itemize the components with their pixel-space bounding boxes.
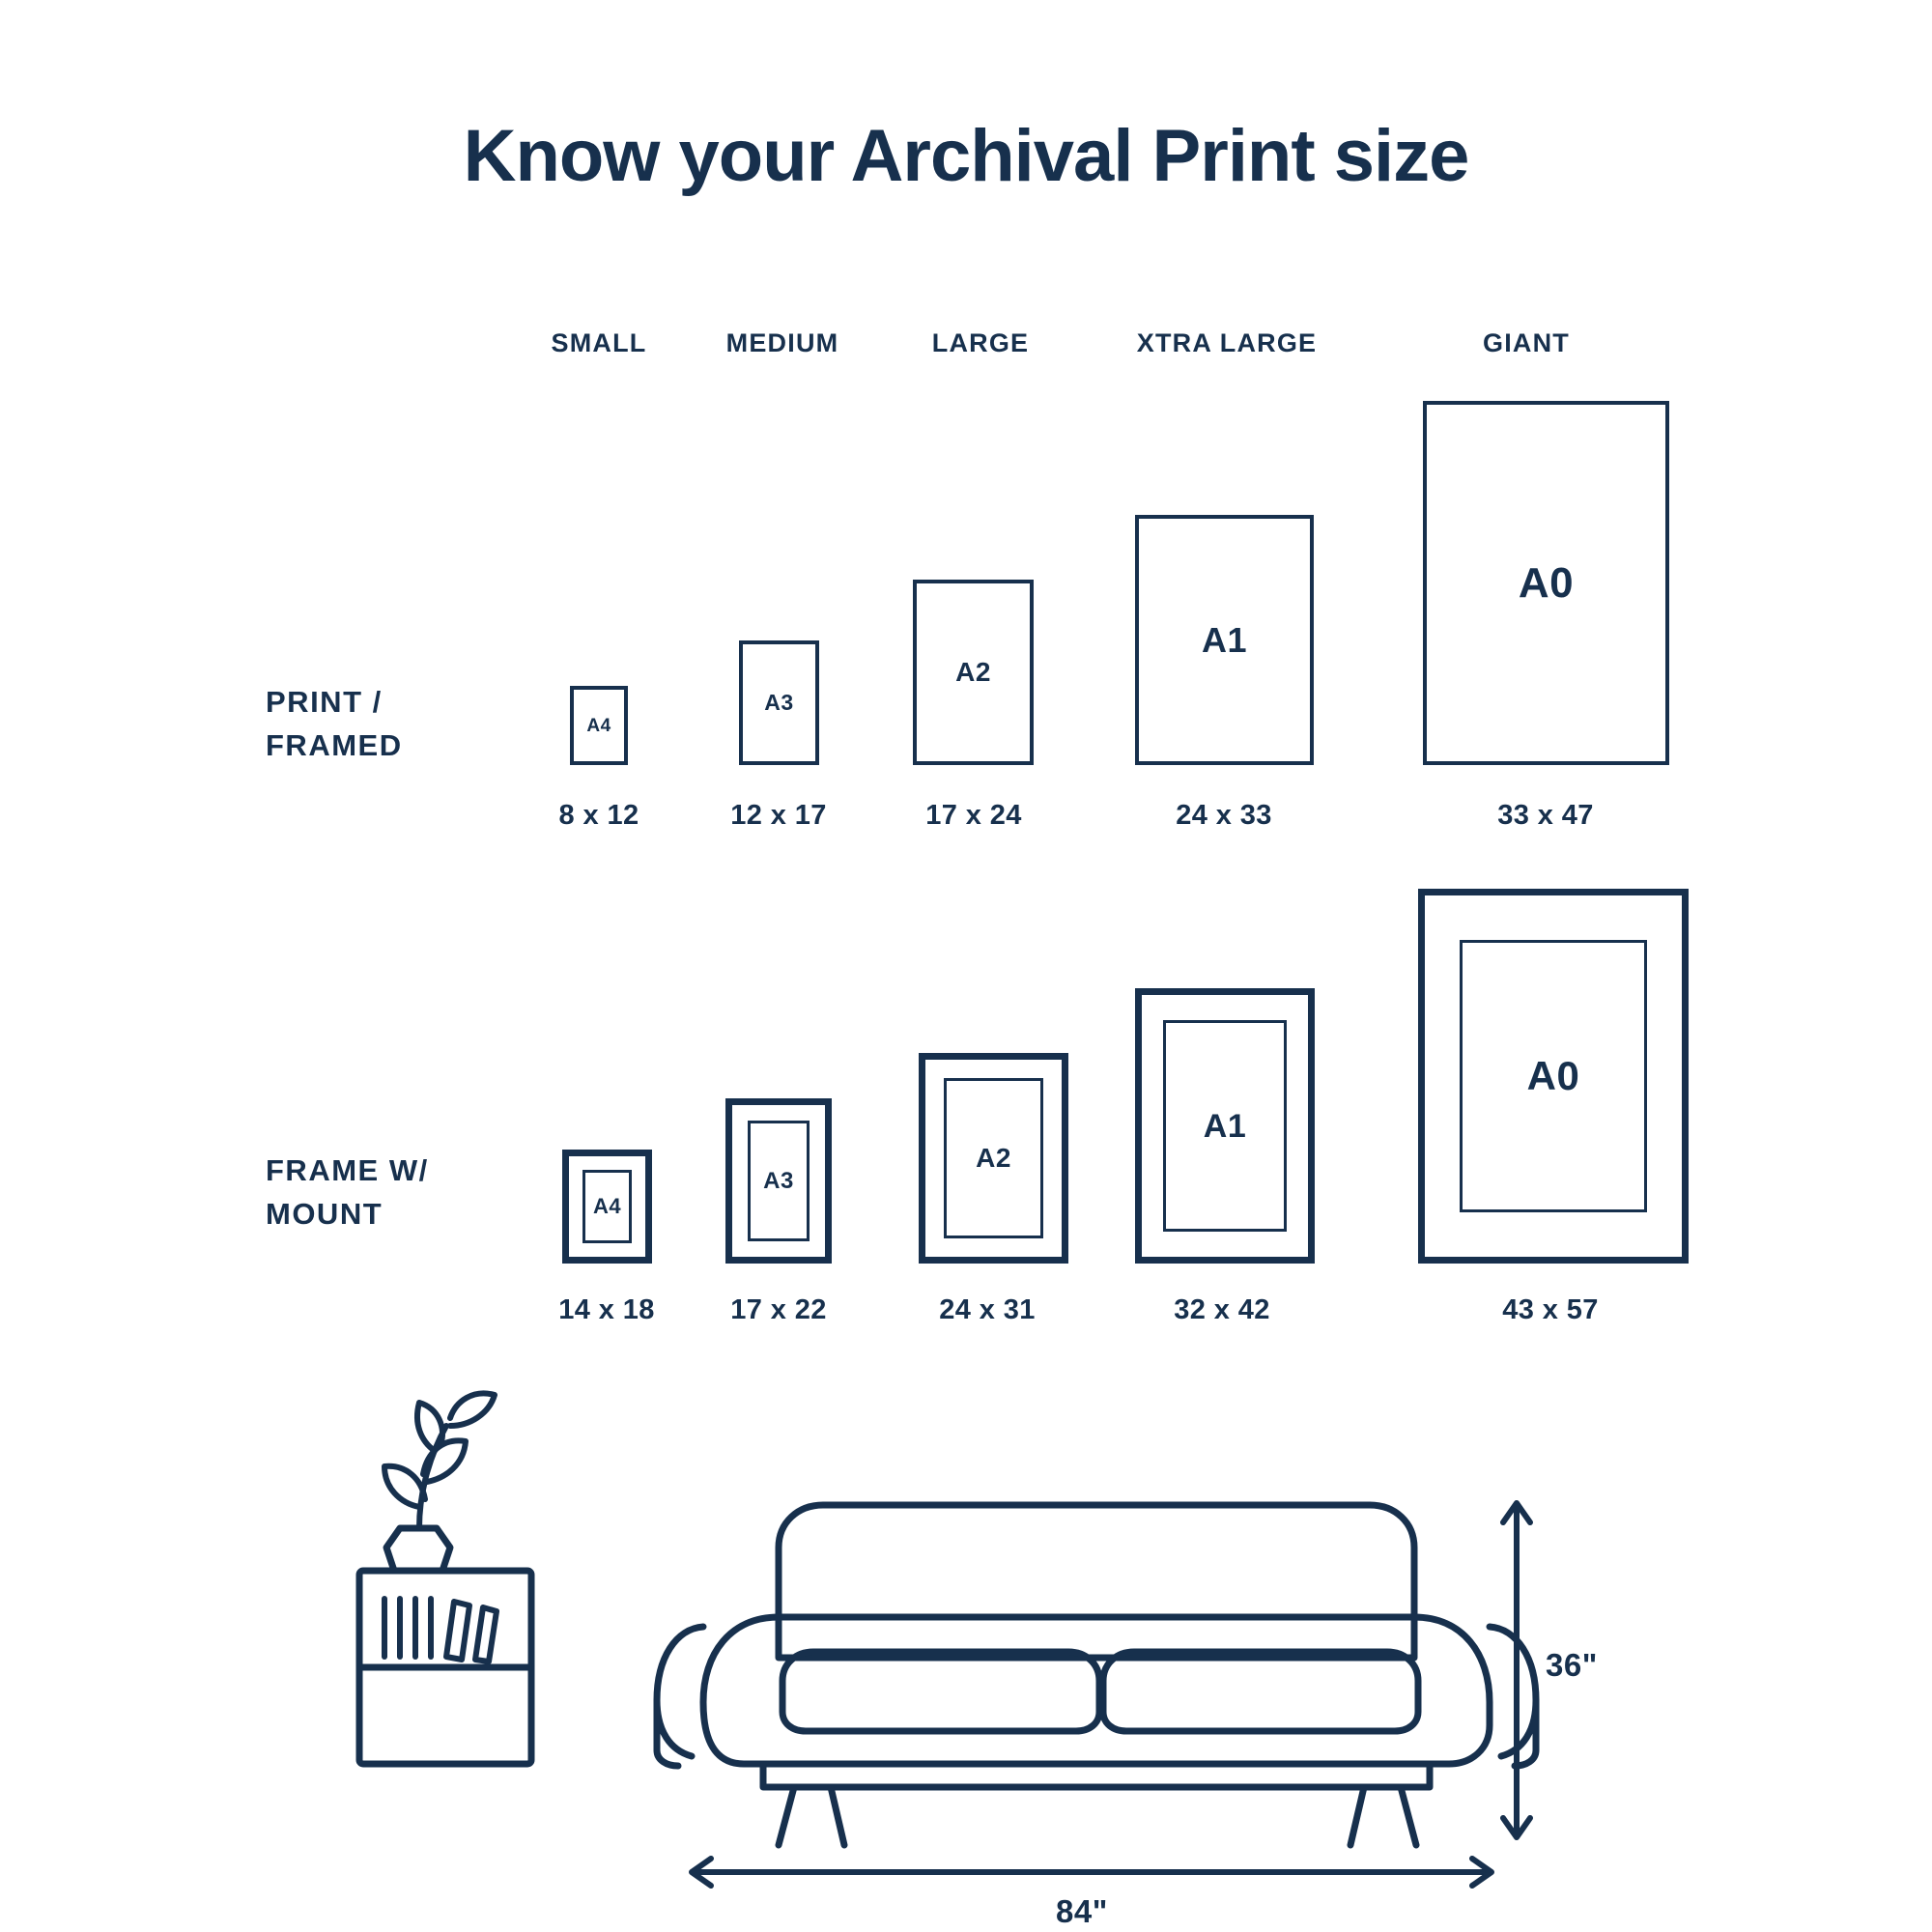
sofa-height-label: 36" [1546, 1647, 1598, 1683]
row-label-frame-mount-line1: FRAME W/ [266, 1153, 429, 1187]
print-frame-a1-label: A1 [1201, 619, 1248, 660]
mounted-frame-a3-mount [748, 1121, 810, 1241]
mounted-size-a3: 17 x 22 [730, 1294, 827, 1325]
column-header-small: SMALL [551, 328, 647, 357]
scale-reference-scene [0, 1381, 1932, 1932]
print-frame-a2[interactable] [913, 580, 1034, 765]
print-frame-a0-label: A0 [1518, 558, 1575, 607]
print-frame-a3[interactable] [739, 640, 819, 765]
height-dimension-arrow [1503, 1503, 1530, 1837]
mounted-size-a4: 14 x 18 [558, 1294, 655, 1325]
print-frame-a0[interactable] [1423, 401, 1669, 765]
mounted-frame-a3[interactable] [725, 1098, 832, 1264]
mounted-size-a2: 24 x 31 [939, 1294, 1036, 1325]
print-frame-a4-label: A4 [586, 715, 611, 736]
mounted-frame-a1-label: A1 [1203, 1107, 1247, 1145]
mounted-frame-a2-label: A2 [976, 1143, 1011, 1173]
print-size-a0: 33 x 47 [1497, 800, 1594, 831]
column-header-medium: MEDIUM [725, 328, 839, 357]
page-title: Know your Archival Print size [463, 115, 1469, 197]
mounted-frame-a1-mount [1163, 1020, 1287, 1232]
mounted-frame-a3-label: A3 [763, 1167, 794, 1194]
column-header-giant: GIANT [1483, 328, 1570, 357]
row-label-print-framed-line2: FRAMED [266, 727, 403, 762]
sofa-icon [657, 1505, 1536, 1845]
print-frame-a2-label: A2 [955, 657, 991, 687]
mounted-frame-a4-label: A4 [592, 1194, 622, 1218]
print-frame-a3-label: A3 [764, 690, 794, 715]
mounted-size-a1: 32 x 42 [1174, 1294, 1270, 1325]
width-dimension-arrow [692, 1859, 1492, 1886]
mounted-frame-a2[interactable] [919, 1053, 1068, 1264]
print-size-a1: 24 x 33 [1176, 800, 1272, 831]
print-frame-a4[interactable] [570, 686, 628, 765]
mounted-frame-a0[interactable] [1418, 889, 1689, 1264]
mounted-frame-a1[interactable] [1135, 988, 1315, 1264]
column-header-row [502, 328, 1662, 367]
print-size-a2: 17 x 24 [925, 800, 1022, 831]
mounted-size-a0: 43 x 57 [1502, 1294, 1599, 1325]
row-label-print-framed [266, 681, 403, 768]
sofa-width-label: 84" [1056, 1893, 1108, 1929]
vase-icon [386, 1528, 450, 1571]
books-icon [384, 1599, 497, 1662]
mounted-frame-a2-mount [944, 1078, 1043, 1238]
mounted-frame-a0-mount [1460, 940, 1647, 1212]
column-header-xtra-large: XTRA LARGE [1136, 328, 1318, 357]
print-size-a3: 12 x 17 [730, 800, 827, 831]
row-label-frame-mount [266, 1150, 429, 1236]
print-frame-a1[interactable] [1135, 515, 1314, 765]
column-header-large: LARGE [931, 328, 1030, 357]
mounted-frame-a4[interactable] [562, 1150, 652, 1264]
plant-icon [384, 1393, 495, 1528]
row-label-frame-mount-line2: MOUNT [266, 1196, 384, 1231]
mounted-frame-a0-label: A0 [1526, 1053, 1580, 1098]
row-label-print-framed-line1: PRINT / [266, 685, 383, 719]
mounted-frame-a4-mount [582, 1170, 632, 1243]
print-size-a4: 8 x 12 [558, 800, 639, 831]
